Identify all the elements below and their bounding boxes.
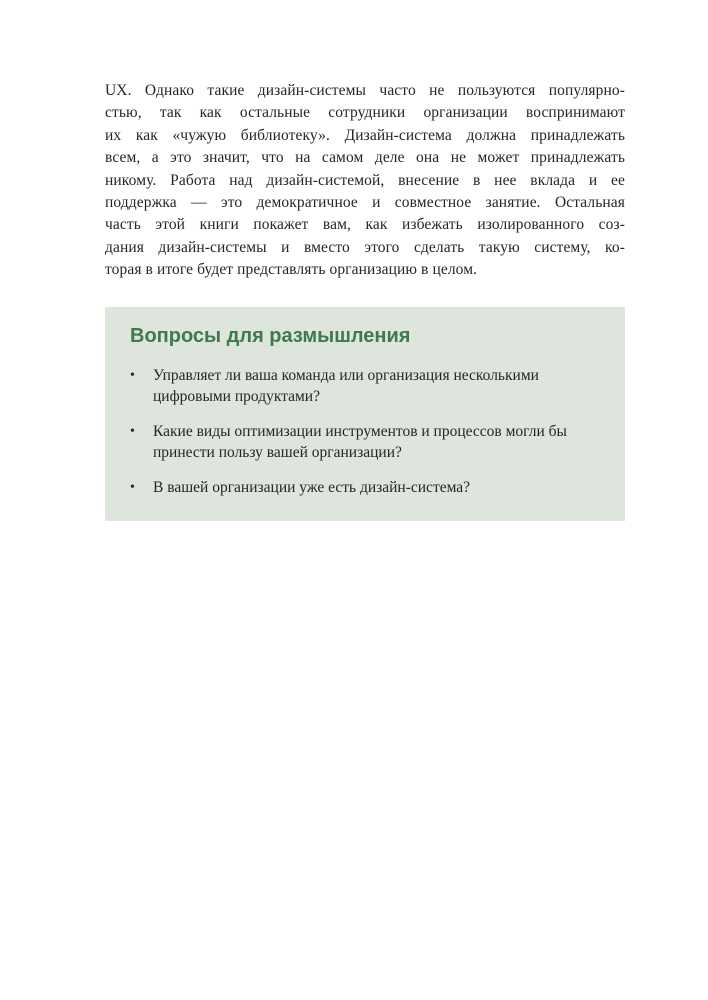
reflection-box — [105, 307, 625, 522]
paragraph-line: всем, а это значит, что на самом деле она не может принадлежать — [105, 149, 625, 167]
paragraph-line: никому. Работа над дизайн-системой, внесение в нее вклада и ее — [105, 171, 625, 189]
question-item — [130, 365, 600, 408]
body-paragraph — [105, 80, 625, 282]
question-item — [130, 421, 600, 464]
reflection-box-title: Вопросы для размышления — [130, 324, 411, 347]
bullet-dot-icon: • — [130, 479, 135, 495]
question-text: Какие виды оптимизации инструментов и процессов могли бы принести пользу вашей организации? — [153, 422, 567, 462]
bullet-dot-icon: • — [130, 367, 135, 383]
paragraph-line: поддержка — это демократичное и совместное занятие. Остальная — [105, 194, 625, 212]
paragraph-line: часть этой книги покажет вам, как избежать изолированного соз- — [105, 216, 625, 234]
bullet-dot-icon: • — [130, 423, 135, 439]
paragraph-line: дания дизайн-системы и вместо этого сделать такую систему, ко- — [105, 238, 625, 256]
paragraph-line: стью, так как остальные сотрудники организации воспринимают — [105, 104, 625, 122]
question-item — [130, 477, 600, 499]
paragraph-line: торая в итоге будет представлять организацию в целом. — [105, 261, 478, 279]
reflection-questions-list — [130, 365, 600, 499]
question-text: В вашей организации уже есть дизайн-система? — [153, 478, 471, 496]
question-text: Управляет ли ваша команда или организация несколькими цифровыми продуктами? — [153, 366, 539, 406]
page-content — [105, 80, 625, 521]
paragraph-line: UX. Однако такие дизайн-системы часто не пользуются популярно- — [105, 82, 625, 99]
paragraph-line: их как «чужую библиотеку». Дизайн-система должна принадлежать — [105, 126, 625, 144]
